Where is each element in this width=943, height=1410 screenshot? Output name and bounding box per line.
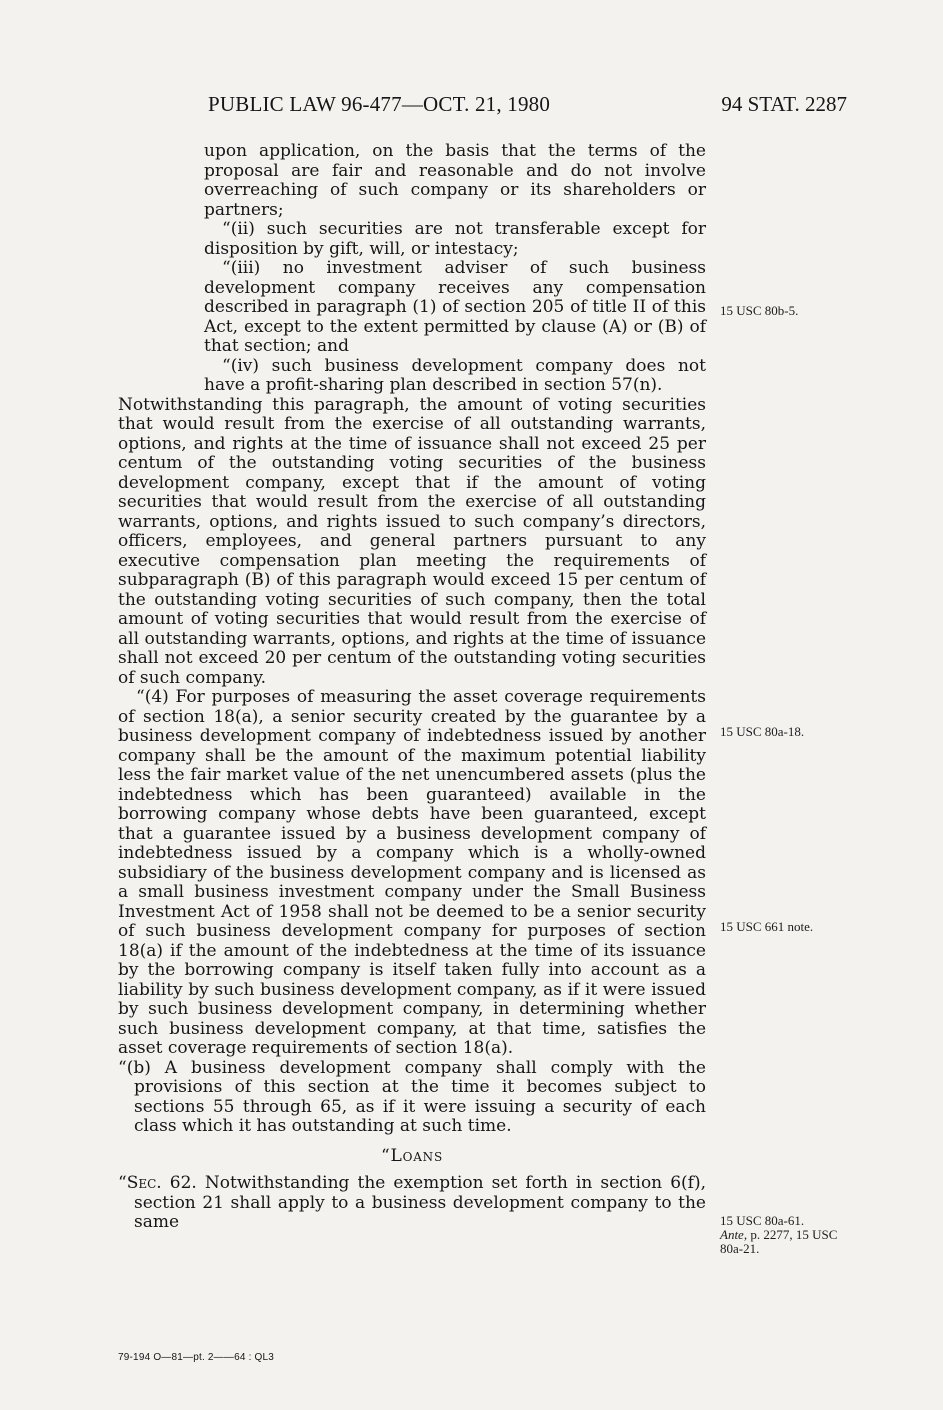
print-code-footer: 79-194 O—81—pt. 2——64 : QL3 — [118, 1352, 275, 1363]
margin-note-80a-61 — [720, 1214, 860, 1256]
margin-note-80a-18: 15 USC 80a-18. — [720, 724, 805, 739]
header-title: PUBLIC LAW 96-477—OCT. 21, 1980 — [208, 92, 551, 116]
document-body — [118, 142, 706, 1233]
ante-rest: p. 2277, 15 USC 80a-21. — [720, 1227, 838, 1256]
section-62 — [118, 1174, 706, 1233]
margin-note-80b-5: 15 USC 80b-5. — [720, 303, 799, 318]
clause-ii: “(ii) such securities are not transferable except for disposition by gift, will, or intestacy; — [204, 219, 706, 259]
section-label: “Sec. — [118, 1173, 162, 1193]
ante-italic: Ante, — [720, 1227, 748, 1242]
margin-note-ante — [720, 1228, 860, 1256]
clause-iii: “(iii) no investment adviser of such business development company receives any compensation described in paragraph (1) of section 205 of title II of this Act, except to the extent permitted by clause (A) or (B) of that section; and — [204, 258, 706, 356]
section-heading-loans: “Loans — [380, 1145, 443, 1166]
section-62-text: 62. Notwithstanding the exemption set forth in section 6(f), section 21 shall apply to a business development company to the same — [134, 1173, 706, 1232]
clause-iv: “(iv) such business development company does not have a profit-sharing plan described in section 57(n). — [204, 355, 706, 395]
page-header — [0, 92, 943, 122]
subsection-b: “(b) A business development company shall comply with the provisions of this section at the time it becomes subject to sections 55 through 65, as if it were issuing a security of each class which it has outstanding at such time. — [118, 1057, 706, 1136]
margin-note-80a-61-line: 15 USC 80a-61. — [720, 1213, 805, 1228]
notwithstanding-paragraph: Notwithstanding this paragraph, the amount of voting securities that would result from the exercise of all outstanding warrants, options, and rights at the time of issuance shall not exceed 25 per centum of the outstanding voting securities of the business development company, except that if the amount of voting securities that would result from the exercise of all outstanding warrants, options, and rights issued to such company’s directors, officers, employees, and general partners pursuant to any executive compensation plan meeting the requirements of subparagraph (B) of this paragraph would exceed 15 per centum of the outstanding voting securities of such company, then the total amount of voting securities that would result from the exercise of all outstanding warrants, options, and rights at the time of issuance shall not exceed 20 per centum of the outstanding voting securities of such company. — [118, 394, 706, 688]
paragraph-4: “(4) For purposes of measuring the asset coverage requirements of section 18(a), a senior security created by the guarantee by a business development company of indebtedness issued by another company shall be the amount of the maximum potential liability less the fair market value of the net unencumbered assets (plus the indebtedness which has been guaranteed) available in the borrowing company whose debts have been guaranteed, except that a guarantee issued by a business development company of indebtedness issued by a company which is a wholly-owned subsidiary of the business development company and is licensed as a small business investment company under the Small Business Investment Act of 1958 shall not be deemed to be a senior security of such business development company for purposes of section 18(a) if the amount of the indebtedness at the time of its issuance by the borrowing company is itself taken fully into account as a liability by such business development company, as if it were issued by such business development company, in determining whether such business development company, at that time, satisfies the asset coverage requirements of section 18(a). — [118, 687, 706, 1058]
header-stat-citation: 94 STAT. 2287 — [721, 92, 847, 116]
paragraph-continuation: upon application, on the basis that the terms of the proposal are fair and reasonable and do not involve overreaching of such company or its shareholders or partners; — [204, 141, 706, 220]
margin-note-661: 15 USC 661 note. — [720, 919, 814, 934]
